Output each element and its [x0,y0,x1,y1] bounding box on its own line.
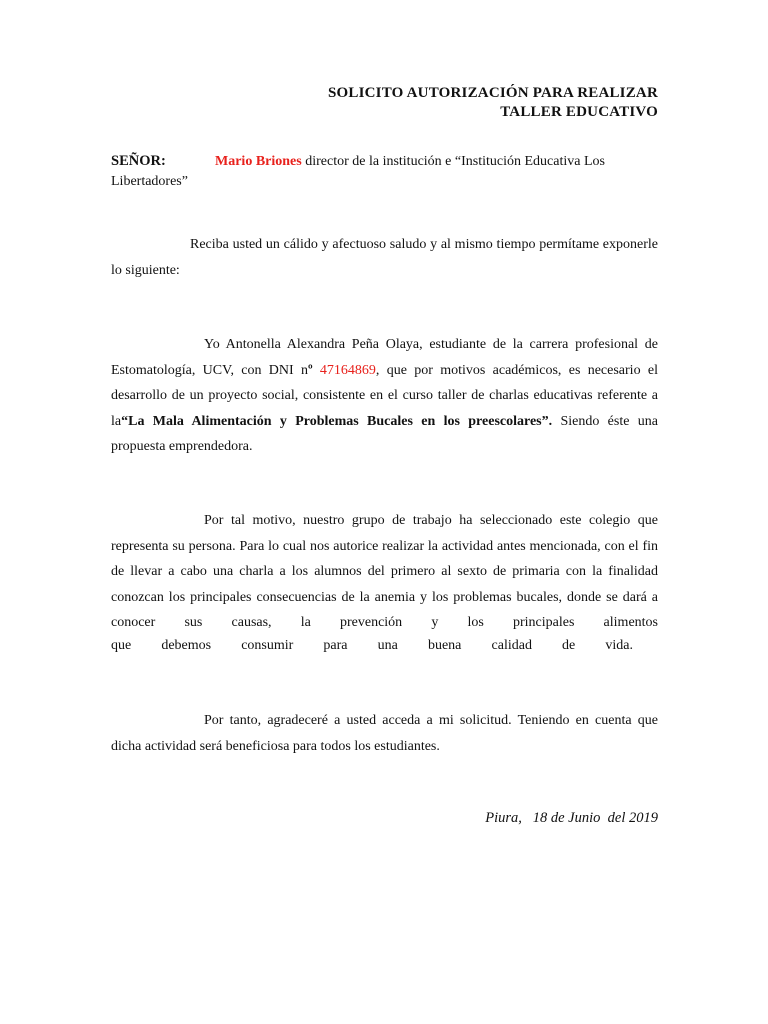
dni-number: 47164869 [319,362,376,378]
introduction-part-2: , que por motivos académicos, es necesario el desarrollo de un proyecto social, consistente en el curso taller de charlas educativas referente a la [111,362,658,429]
introduction-part-1: Yo Antonella Alexandra Peña Olaya, estudiante de la carrera profesional de Estomatología, UCV, con DNI n [111,337,658,378]
motive-text: Por tal motivo, nuestro grupo de trabajo ha seleccionado este colegio que representa su persona. Para lo cual nos autorice realizar la actividad antes mencionada, con el fin de llevar a cabo una charla a los alumnos del primero al sexto de primaria con la finalidad conozcan los principales consecuencias de la anemia y los problemas bucales, donde se dará a conocer sus causas, la prevención y los principales alimentos [111,513,658,630]
title-line-2: TALLER EDUCATIVO [500,104,658,120]
addressee-block [111,151,658,192]
place-and-date: Piura, 18 de Junio del 2019 [485,810,658,826]
addressee-name: Mario Briones [215,154,302,169]
motive-last-line-text: que debemos consumir para una buena calidad de vida. [111,638,633,653]
introduction-part-3: Siendo éste una propuesta emprendedora. [111,413,658,454]
greeting-paragraph [111,232,658,283]
document-title [328,84,658,122]
introduction-paragraph [111,332,658,460]
ordinal-sign: º [307,362,313,378]
greeting-text: Reciba usted un cálido y afectuoso saludo y al mismo tiempo permítame exponerle lo siguiente: [111,237,658,278]
motive-last-line [111,633,633,659]
addressee-label: SEÑOR: [111,153,166,169]
addressee-description: director de la institución e “Institución Educativa Los Libertadores” [111,154,605,189]
title-line-1: SOLICITO AUTORIZACIÓN PARA REALIZAR [328,85,658,101]
closing-paragraph [111,708,658,759]
motive-paragraph [111,508,658,636]
workshop-topic: “La Mala Alimentación y Problemas Bucales en los preescolares”. [121,413,553,429]
closing-text: Por tanto, agradeceré a usted acceda a mi solicitud. Teniendo en cuenta que dicha actividad será beneficiosa para todos los estudiantes. [111,713,658,754]
